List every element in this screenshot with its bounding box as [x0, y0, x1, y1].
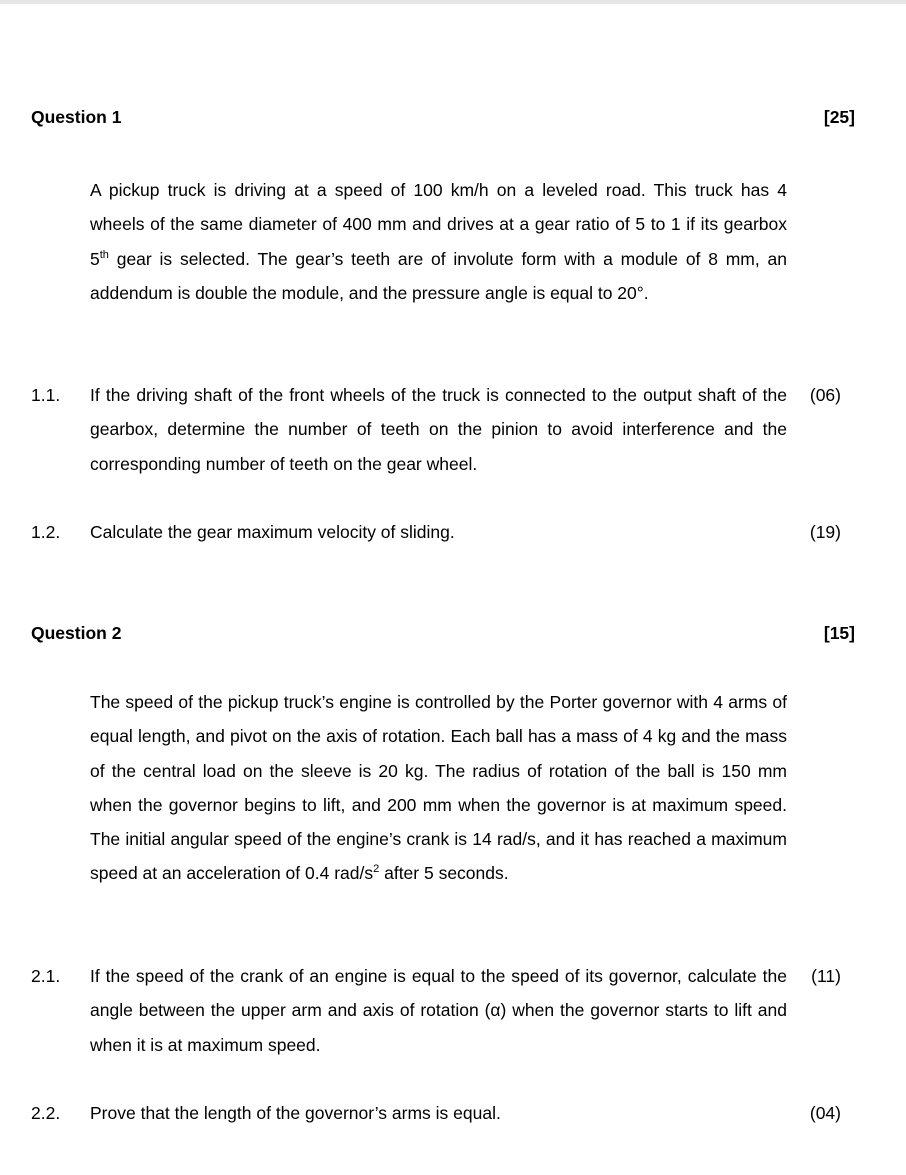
subquestion-text: If the driving shaft of the front wheels of the truck is connected to the output shaft of the gearbox, determine the number of teeth on the pinion to avoid interference and the corresponding number of teeth on the gear wheel.	[90, 385, 787, 474]
question-2-total-marks: [15]	[823, 623, 855, 643]
question-2-intro-superscript: 2	[373, 863, 380, 876]
question-1-intro	[90, 173, 787, 310]
subquestion-number: 2.1.	[31, 966, 61, 986]
subquestion-marks: (11)	[811, 966, 841, 986]
question-1-total-marks: [25]	[823, 107, 855, 127]
subquestion-number: 1.2.	[31, 522, 61, 542]
subquestion-number: 1.1.	[31, 385, 61, 405]
question-2-intro-text-b: after 5 seconds.	[379, 863, 509, 884]
subquestion-text: Prove that the length of the governor’s arms is equal.	[90, 1103, 501, 1123]
subquestion-marks: (19)	[809, 522, 841, 542]
top-border	[0, 0, 906, 4]
question-1-header	[31, 107, 855, 128]
question-2-title: Question 2	[31, 623, 122, 643]
subquestion-marks: (04)	[809, 1103, 841, 1123]
question-1-intro-text-a: A pickup truck is driving at a speed of 100 km/h on a leveled road. This truck has 4 wheels of the same diameter of 400 mm and drives at a gear ratio of 5 to 1 if its gearbox 5	[90, 180, 787, 269]
question-2-intro	[90, 685, 787, 891]
subquestion-text: Calculate the gear maximum velocity of sliding.	[90, 522, 455, 542]
subquestion-marks: (06)	[809, 385, 841, 405]
question-2-header	[31, 623, 855, 644]
question-1-intro-text-b: gear is selected. The gear’s teeth are of involute form with a module of 8 mm, an addendum is double the module, and the pressure angle is equal to 20°.	[90, 248, 787, 303]
subquestion-text: If the speed of the crank of an engine is equal to the speed of its governor, calculate the angle between the upper arm and axis of rotation (α) when the governor starts to lift and when it is at maximum speed.	[90, 966, 787, 1055]
question-2-intro-text-a: The speed of the pickup truck’s engine is controlled by the Porter governor with 4 arms of equal length, and pivot on the axis of rotation. Each ball has a mass of 4 kg and the mass of the central load on the sleeve is 20 kg. The radius of rotation of the ball is 150 mm when the governor begins to lift, and 200 mm when the governor is at maximum speed. The initial angular speed of the engine’s crank is 14 rad/s, and it has reached a maximum speed at an acceleration of 0.4 rad/s	[90, 692, 787, 884]
question-1-title: Question 1	[31, 107, 122, 127]
subquestion-number: 2.2.	[31, 1103, 61, 1123]
question-1-intro-superscript: th	[99, 248, 109, 261]
